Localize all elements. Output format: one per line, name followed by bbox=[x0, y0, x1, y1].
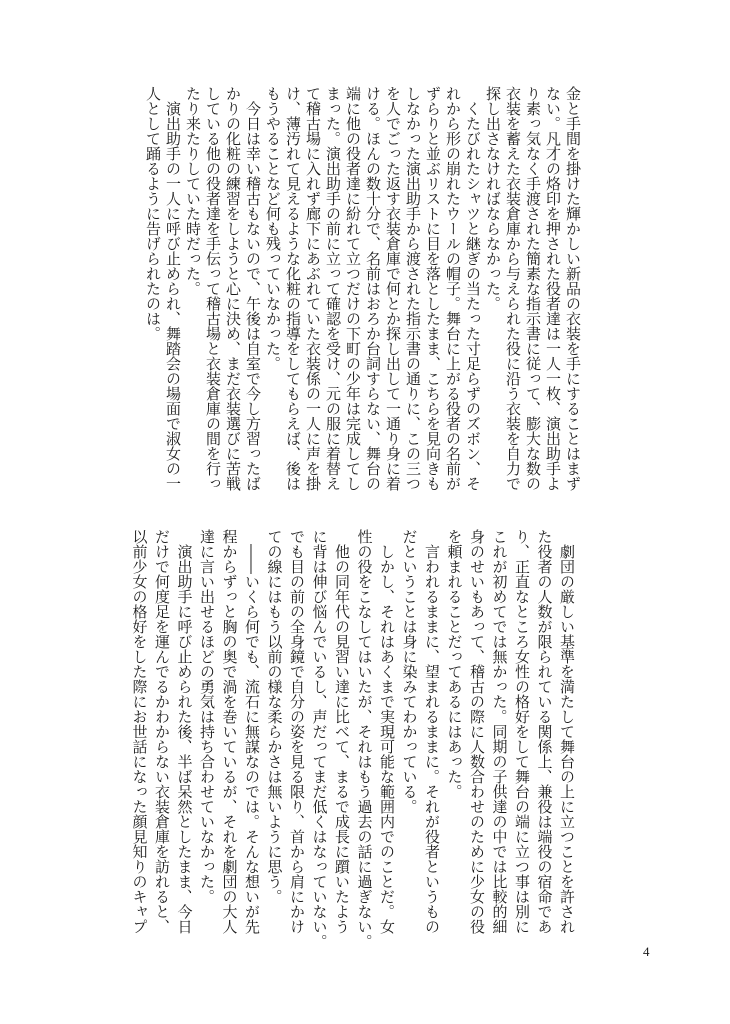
text-line: でも目の前の全身鏡で自分の姿を見る限り、首から肩にかけ bbox=[288, 529, 306, 934]
text-line: 演出助手の一人に呼び止められ、舞踏会の場面で淑女の一 bbox=[164, 101, 182, 491]
text-line: まった。演出助手の前に立って確認を受け、元の服に着替え bbox=[324, 86, 342, 491]
text-line: もうやることなど何も残っていなかった。 bbox=[264, 86, 282, 371]
text-line: り、正直なところ女性の格好をして舞台の端に立つ事は別に bbox=[513, 529, 531, 934]
text-line: に背は伸び悩んでいるし、声だってまだ低くはなっていない。 bbox=[310, 529, 329, 949]
text-line: ずらりと並ぶリストに目を落としたまま、こちらを見向きも bbox=[424, 86, 442, 491]
text-line: 達に言い出せるほどの勇気は持ち合わせていなかった。 bbox=[198, 529, 216, 904]
text-line: 程からずっと胸の奥で渦を巻いているが、それを劇団の大人 bbox=[220, 529, 239, 934]
text-line: 演出助手に呼び止められた後、半ば呆然としたまま、今日 bbox=[175, 544, 194, 934]
text-line: り素っ気なく手渡された簡素な指示書に従って、膨大な数の bbox=[524, 86, 542, 491]
text-line: た役者の人数が限られている関係上、兼役は端役の宿命であ bbox=[535, 529, 554, 934]
text-line: だということは身に染みてわかっている。 bbox=[400, 529, 419, 814]
text-line: 劇団の厳しい基準を満たして舞台の上に立つことを許され bbox=[558, 544, 576, 934]
text-block-top bbox=[143, 86, 583, 496]
text-block-bottom bbox=[128, 529, 578, 949]
text-line: 性の役をこなしてはいたが、それはもう過去の話に過ぎない。 bbox=[355, 529, 374, 949]
text-line: これが初めてでは無かった。同期の子供達の中では比較的細 bbox=[490, 529, 509, 934]
text-line: ける。ほんの数十分で、名前はおろか台詞すらない、舞台の bbox=[364, 86, 382, 491]
text-line: て稽古場に入れず廊下にあぶれていた衣装係の一人に声を掛 bbox=[304, 86, 322, 491]
text-line: れから形の崩れたウールの帽子。舞台に上がる役者の名前が bbox=[444, 86, 462, 491]
text-line: くたびれたシャツと継ぎの当たった寸足らずのズボン、そ bbox=[464, 101, 482, 491]
text-line: 他の同年代の見習い達に比べて、まるで成長に躓いたよう bbox=[333, 544, 351, 934]
text-line: 身のせいもあって、稽古の際に人数合わせのために少女の役 bbox=[468, 529, 486, 934]
text-line: 金と手間を掛けた輝かしい新品の衣装を手にすることはまず bbox=[564, 86, 582, 491]
text-line: 人として踊るように告げられたのは。 bbox=[144, 86, 162, 341]
text-line: しなかった演出助手から渡された指示書の通りに、この三つ bbox=[404, 86, 422, 491]
text-line: 以前少女の格好をした際にお世話になった顔見知りのキャプ bbox=[130, 529, 149, 934]
text-line: を人でごった返す衣装倉庫で何とか探し出して一通り身に着 bbox=[384, 86, 402, 491]
text-line: 今日は幸い稽古もないので、午後は自室で今し方習ったば bbox=[244, 101, 262, 491]
text-line: け、薄汚れて見えるような化粧の指導をしてもらえば、後は bbox=[284, 86, 302, 491]
text-line: ての線にはもう以前の様な柔らかさは無いように思う。 bbox=[265, 529, 284, 904]
text-line: している他の役者達を手伝って稽古場と衣装倉庫の間を行っ bbox=[204, 86, 222, 491]
text-line: ない。凡才の烙印を押された役者達は一人一枚、演出助手よ bbox=[544, 86, 562, 491]
text-line: だけで何度足を運んでるかわからない衣装倉庫を訪れると、 bbox=[153, 529, 171, 934]
text-line: 端に他の役者達に紛れて立つだけの下町の少年は完成してし bbox=[344, 86, 362, 491]
text-line: しかし、それはあくまで実現可能な範囲内でのことだ。女 bbox=[378, 544, 396, 934]
text-line: 探し出さなければならなかった。 bbox=[484, 86, 502, 311]
text-line: 言われるままに、望まれるままに。それが役者というもの bbox=[423, 544, 441, 934]
text-line: ――いくら何でも、流石に無謀なのでは。そんな想いが先 bbox=[243, 544, 261, 934]
text-line: たり来たりしていた時だった。 bbox=[184, 86, 202, 296]
text-line: かりの化粧の練習をしようと心に決め、まだ衣装選びに苦戦 bbox=[224, 86, 242, 491]
text-line: を頼まれることだってあるにはあった。 bbox=[445, 529, 464, 799]
page-number: 4 bbox=[643, 944, 650, 959]
text-line: 衣装を蓄えた衣装倉庫から与えられた役に沿う衣装を自力で bbox=[504, 86, 522, 491]
